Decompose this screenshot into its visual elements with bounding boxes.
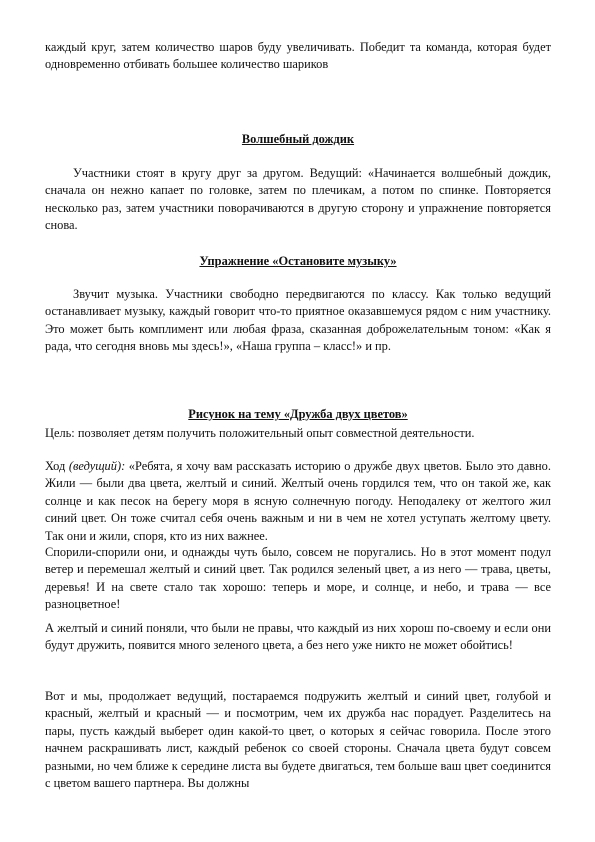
heading-stop-music: Упражнение «Остановите музыку» (199, 254, 397, 268)
argue-paragraph: Спорили-спорили они, и однажды чуть было, совсем не поругались. Но в этот момент подул ветер и перемешал желтый и синий цвет. Так родился зеленый цвет, а из него — трава, цветы, деревья! И на свете стало так хорошо: теперь и море, и солнце, и небо, и трава — все разноцветное! (45, 545, 551, 612)
magic-rain-paragraph: Участники стоят в кругу друг за другом. Ведущий: «Начинается волшебный дождик, сначала он нежно капает по головке, затем по плечикам, а потом по спинке. Повторяется несколько раз, затем участники поворачиваются в другую сторону и упражнение повторяется снова. (45, 166, 551, 233)
heading-magic-rain: Волшебный дождик (241, 132, 355, 146)
story-paragraph (45, 458, 551, 545)
story-lead: Ход (45, 459, 69, 473)
goal-paragraph: Цель: позволяет детям получить положительный опыт совместной деятельности. (45, 426, 475, 440)
intro-paragraph: каждый круг, затем количество шаров буду увеличивать. Победит та команда, которая будет одновременно отбивать большее количество шариков (45, 40, 551, 72)
heading-drawing: Рисунок на тему «Дружба двух цветов» (188, 407, 408, 421)
realized-paragraph: А желтый и синий поняли, что были не правы, что каждый из них хорош по-своему и если они будут дружить, появится много зеленого цвета, а без него уже никто не может обойтись! (45, 621, 551, 653)
stop-music-paragraph: Звучит музыка. Участники свободно передвигаются по классу. Как только ведущий останавливает музыку, каждый говорит что-то приятное оказавшемуся рядом с ним участнику. Это может быть комплимент или любая фраза, сказанная доброжелательным тоном: «Как я рада, что сегодня вновь мы здесь!», «Наша группа – класс!» и пр. (45, 287, 551, 354)
final-paragraph: Вот и мы, продолжает ведущий, постараемся подружить желтый и синий цвет, голубой и красный, желтый и красный — и посмотрим, чем их дружба нас порадует. Разделитесь на пары, пусть каждый выберет один какой-то цвет, о которых я сейчас говорила. После этого начнем раскрашивать лист, каждый ребенок со своей стороны. Сначала цвета будут совсем разными, но чем ближе к середине листа вы будете двигаться, тем больше ваш цвет соединится с цветом вашего партнера. Вы должны (45, 689, 551, 791)
story-role: (ведущий): (68, 459, 126, 473)
story-text: «Ребята, я хочу вам рассказать историю о дружбе двух цветов. Было это давно. Жили — были два цвета, желтый и синий. Желтый очень гордился тем, что он такой же, как солнце и как песок на берегу моря в ясную солнечную погоду. Неподалеку от желтого жил синий цвет. Он тоже считал себя очень важным и ни в чем не хотел уступать желтому цвету. Так они и жили, споря, кто из них важнее. (45, 459, 551, 543)
